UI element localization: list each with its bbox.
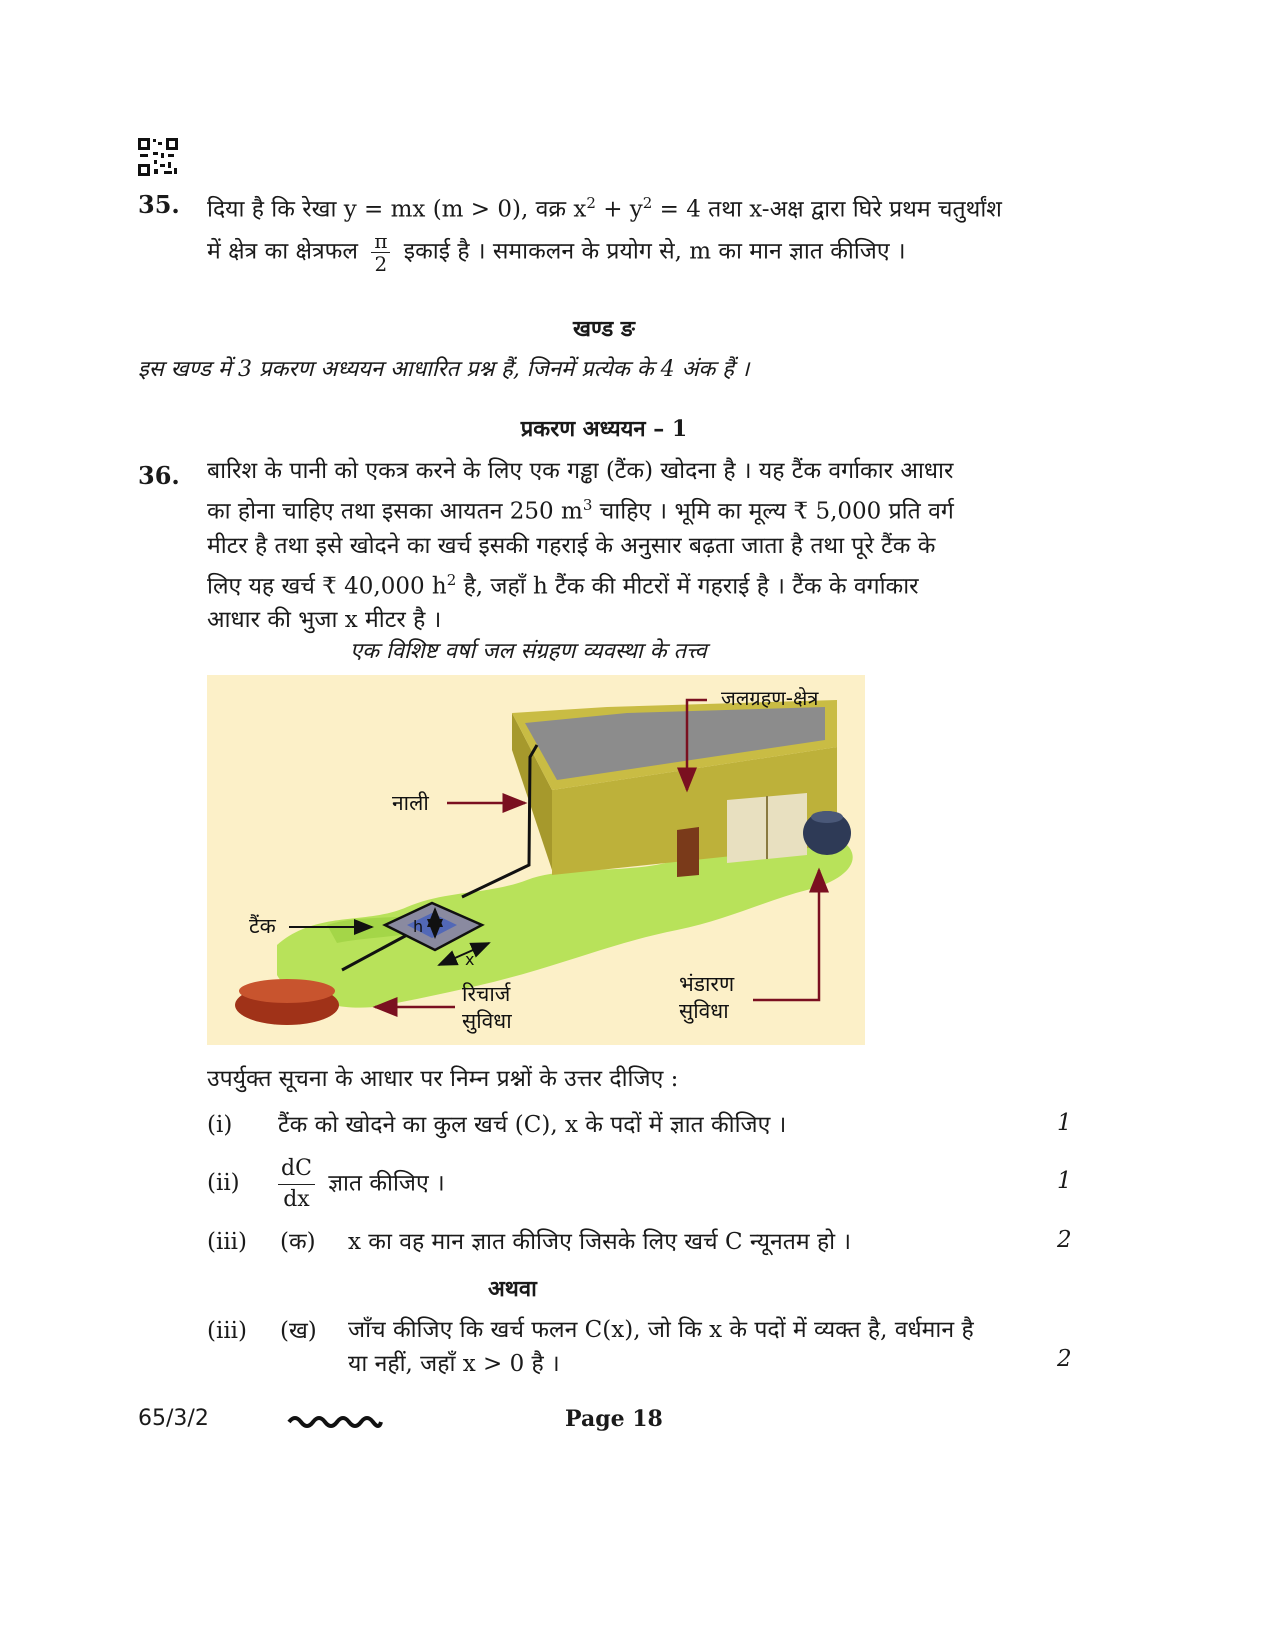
fraction-numerator: π — [371, 230, 390, 253]
q35-text-d: में क्षेत्र का क्षेत्रफल — [207, 238, 359, 265]
q35-text-e: इकाई है । समाकलन के प्रयोग से, m का मान ज्ञात कीजिए । — [403, 238, 906, 265]
q36-line-4b: है, जहाँ h टैंक की मीटरों में गहराई है । टैंक के वर्गाकार — [456, 573, 919, 600]
q35-text-b: + y — [595, 196, 643, 223]
part-iii-a-sub: (क) — [280, 1229, 316, 1255]
question-35-line-1 — [207, 186, 1002, 227]
depth-h-label: h — [413, 917, 424, 936]
part-i-label: (i) — [207, 1112, 233, 1138]
question-number-36: 36. — [138, 461, 180, 490]
part-ii-label: (ii) — [207, 1170, 240, 1196]
part-iii-b-label: (iii) — [207, 1318, 248, 1344]
recharge-pit-inner — [239, 979, 335, 1003]
q36-line-5: आधार की भुजा x मीटर है । — [207, 607, 442, 634]
q35-sup: 2 — [586, 194, 596, 212]
q36-line-2a: का होना चाहिए तथा इसका आयतन 250 m — [207, 498, 583, 525]
case-study-title: प्रकरण अध्ययन – 1 — [520, 416, 688, 442]
question-prompt: उपर्युक्त सूचना के आधार पर निम्न प्रश्नों के उत्तर दीजिए : — [207, 1066, 679, 1092]
part-iii-b-line-1: जाँच कीजिए कि खर्च फलन C(x), जो कि x के पदों में व्यक्त है, वर्धमान है — [348, 1317, 974, 1343]
wave-decoration-icon — [287, 1410, 383, 1430]
q36-sup-2: 2 — [446, 570, 457, 589]
fraction-denominator: dx — [283, 1187, 310, 1212]
q35-text-c: = 4 तथा x-अक्ष द्वारा घिरे प्रथम चतुर्थांश — [652, 196, 1002, 223]
storage-label-1: भंडारण — [679, 972, 735, 996]
part-iii-b-line-2: या नहीं, जहाँ x > 0 है । — [348, 1351, 560, 1377]
part-iii-b-marks: 2 — [1057, 1346, 1072, 1372]
question-number-35: 35. — [138, 190, 180, 219]
q36-line-4 — [207, 563, 1019, 604]
rainwater-harvesting-figure — [207, 675, 865, 1045]
side-x-label: x — [465, 950, 475, 969]
page-number: Page 18 — [565, 1406, 663, 1432]
tank-label: टैंक — [249, 914, 276, 938]
dc-dx-fraction — [278, 1154, 315, 1215]
drain-label: नाली — [392, 791, 429, 815]
q35-sup: 2 — [642, 194, 653, 212]
house-door — [677, 827, 699, 877]
q36-sup-3: 3 — [582, 496, 593, 514]
part-iii-b-sub: (ख) — [280, 1318, 317, 1344]
catchment-label: जलग्रहण-क्षेत्र — [721, 686, 819, 710]
storage-drum-top — [811, 811, 843, 823]
or-separator: अथवा — [488, 1276, 537, 1302]
question-36-text — [207, 454, 1019, 637]
recharge-label-1: रिचार्ज — [462, 982, 511, 1006]
part-iii-a-label: (iii) — [207, 1229, 248, 1255]
q36-line-2 — [207, 488, 1019, 529]
part-i-marks: 1 — [1057, 1110, 1072, 1136]
q36-line-1: बारिश के पानी को एकत्र करने के लिए एक गड्ढा (टैंक) खोदना है । यह टैंक वर्गाकार आधार — [207, 458, 954, 484]
section-title: खण्ड ङ — [573, 316, 635, 342]
part-ii-content — [278, 1154, 445, 1215]
fraction-numerator: dC — [278, 1154, 315, 1185]
part-ii-text: ज्ञात कीजिए । — [328, 1170, 445, 1197]
pi-over-2-fraction — [371, 230, 390, 275]
part-iii-a-marks: 2 — [1057, 1227, 1072, 1253]
part-iii-a-text: x का वह मान ज्ञात कीजिए जिसके लिए खर्च C न्यूनतम हो । — [348, 1229, 852, 1255]
q36-line-4a: लिए यह खर्च ₹ 40,000 h — [207, 573, 447, 600]
question-35-line-2 — [207, 230, 906, 275]
storage-label-2: सुविधा — [679, 999, 729, 1023]
recharge-label-2: सुविधा — [462, 1009, 512, 1033]
fraction-denominator: 2 — [374, 252, 388, 276]
part-i-text: टैंक को खोदने का कुल खर्च (C), x के पदों में ज्ञात कीजिए । — [278, 1112, 787, 1138]
paper-code: 65/3/2 — [138, 1406, 209, 1431]
q35-text-a: दिया है कि रेखा y = mx (m > 0), वक्र x — [207, 196, 587, 223]
part-iii-b-text — [348, 1313, 1028, 1381]
part-ii-marks: 1 — [1057, 1168, 1072, 1194]
figure-caption: एक विशिष्ट वर्षा जल संग्रहण व्यवस्था के तत्त्व — [350, 639, 707, 664]
q36-line-3: मीटर है तथा इसे खोदने का खर्च इसकी गहराई के अनुसार बढ़ता जाता है तथा पूरे टैंक के — [207, 532, 936, 559]
qr-code-icon — [138, 138, 178, 176]
section-instruction: इस खण्ड में 3 प्रकरण अध्ययन आधारित प्रश्न हैं, जिनमें प्रत्येक के 4 अंक हैं । — [138, 357, 750, 382]
q36-line-2b: चाहिए । भूमि का मूल्य ₹ 5,000 प्रति वर्ग — [592, 498, 954, 525]
